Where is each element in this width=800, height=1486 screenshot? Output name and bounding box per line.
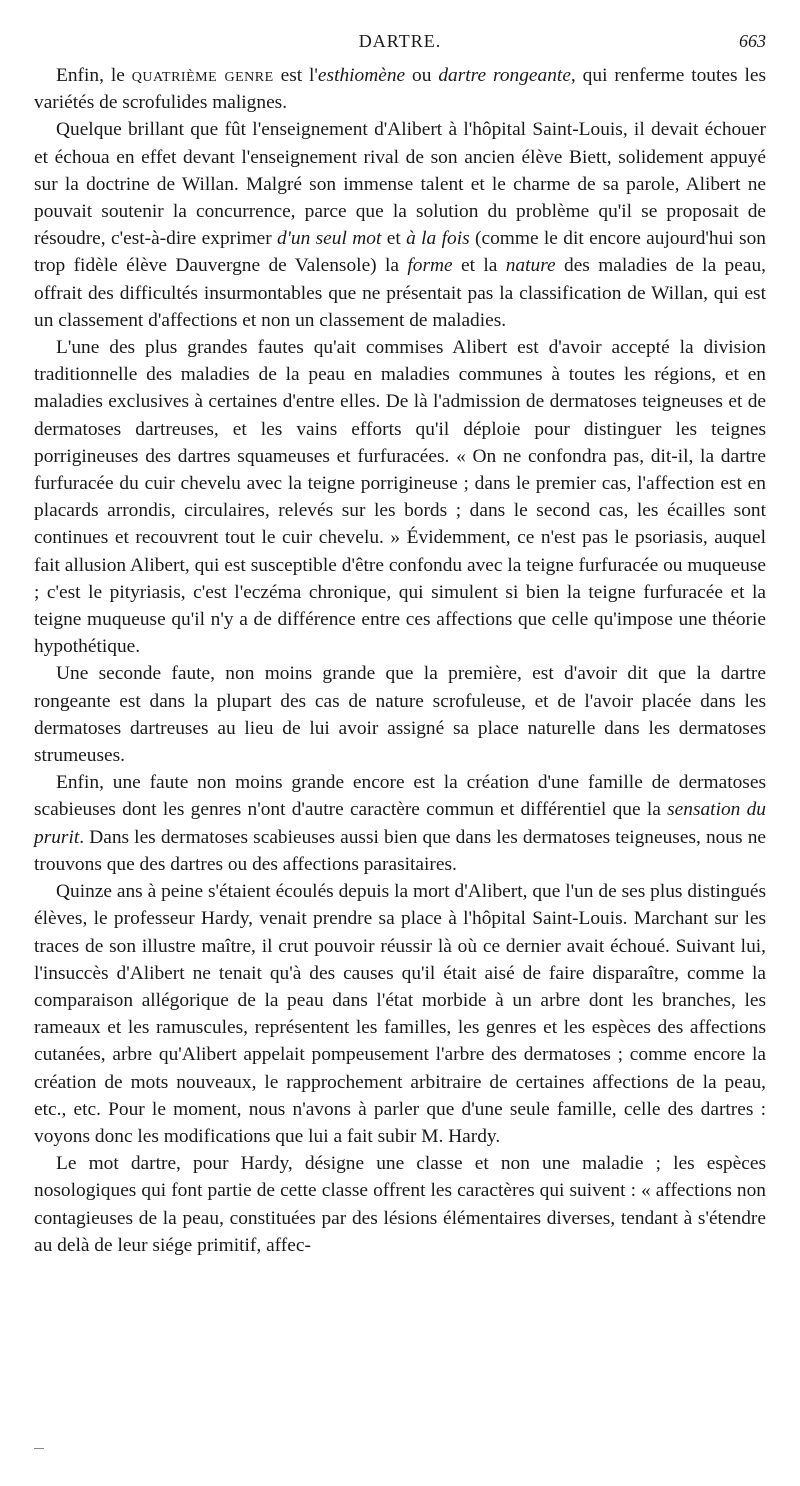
italic-term: nature (505, 255, 556, 277)
text-span: Enfin, une faute non moins grande encore est la création d'une famille de dermatoses scabieuses dont les genres n'ont d'autre caractère commun et différentiel que la (34, 772, 766, 821)
text-span: est l' (273, 65, 318, 86)
italic-term: sensation du prurit (34, 799, 767, 848)
page-header (34, 31, 766, 57)
paragraph-2 (34, 116, 766, 334)
text-span: et la (452, 255, 506, 277)
paragraph-4: Une seconde faute, non moins grande que la première, est d'avoir dit que la dartre rongeante est dans la plupart des cas de nature scrofuleuse, et de l'avoir placée dans les dermatoses dartreuses au lieu de lui avoir assigné sa place naturelle dans les dermatoses strumeuses. (34, 663, 766, 767)
footer-dash (34, 1448, 44, 1449)
text-span: ou (405, 65, 439, 86)
italic-term: d'un seul mot (277, 228, 382, 250)
paragraph-6: Quinze ans à peine s'étaient écoulés depuis la mort d'Alibert, que l'un de ses plus distingués élèves, le professeur Hardy, venait prendre sa place à l'hôpital Saint-Louis. Marchant sur les traces de son illustre maître, il crut pouvoir réussir là où ce dernier avait échoué. Suivant lui, l'insuccès d'Alibert ne tenait qu'à des causes qu'il était aisé de faire disparaître, comme la comparaison allégorique de la peau dans l'état morbide à un arbre dont les branches, les rameaux et les ramuscules, représentent les familles, les genres et les espèces des affections cutanées, arbre qu'Alibert appelait pompeusement l'arbre des dermatoses ; comme encore la création de mots nouveaux, le rapprochement arbitraire de certaines affections de la peau, etc., etc. Pour le moment, nous n'avons à parler que d'une seule famille, celle des dartres : voyons donc les modifications que lui a fait subir M. Hardy. (34, 881, 766, 1147)
italic-term: dartre rongeante (438, 65, 571, 86)
text-span: , qui renferme toutes les variétés de scrofulides malignes. (34, 65, 766, 114)
text-span: Quelque brillant que fût l'enseignement d'Alibert à l'hôpital Saint-Louis, il devait échouer et échoua en effet devant l'enseignement rival de son ancien élève Biett, solidement appuyé sur la doctrine de Willan. Malgré son immense talent et le charme de sa parole, Alibert ne pouvait soutenir la concurrence, parce que la solution du problème qu'il se proposait de résoudre, c'est-à-dire exprimer (34, 119, 766, 250)
page-number: 663 (739, 31, 766, 51)
italic-term: forme (407, 255, 453, 277)
text-span: Enfin, le (56, 65, 132, 86)
running-title: DARTRE. (358, 31, 442, 51)
paragraph-1 (34, 62, 766, 116)
paragraph-7: Le mot dartre, pour Hardy, désigne une classe et non une maladie ; les espèces nosologiques qui font partie de cette classe offrent les caractères qui suivent : « affections non contagieuses de la peau, constituées par des lésions élémentaires diverses, tendant à s'étendre au delà de leur siége primitif, affec- (34, 1153, 766, 1256)
paragraph-5 (34, 769, 766, 878)
small-caps-term: quatrième genre (131, 65, 274, 86)
paragraph-3: L'une des plus grandes fautes qu'ait commises Alibert est d'avoir accepté la division traditionnelle des maladies de la peau en maladies communes à toutes les régions, et en maladies exclusives à certaines d'entre elles. De là l'admission de dermatoses teigneuses et de dermatoses dartreuses, et les vains efforts qu'il déploie pour distinguer les teignes porrigineuses des dartres squameuses et furfuracées. « On ne confondra pas, dit-il, la dartre furfuracée du cuir chevelu avec la teigne porrigineuse ; dans le premier cas, l'affection est en placards arrondis, circulaires, relevés sur les bords ; dans le second cas, les écailles sont continues et recouvrent tout le cuir chevelu. » Évidemment, ce n'est pas le psoriasis, auquel fait allusion Alibert, qui est susceptible d'être confondu avec la teigne furfuracée ou muqueuse ; c'est le pityriasis, c'est l'eczéma chronique, qui simulent si bien la teigne furfuracée et la teigne muqueuse qu'il n'y a de différence entre ces affections que celle qu'impose une théorie hypothétique. (34, 337, 766, 658)
italic-term: à la fois (406, 228, 470, 250)
text-span: (comme le dit encore aujourd'hui son trop fidèle élève Dauvergne de Valensole) la (34, 228, 766, 277)
italic-term: esthiomène (317, 65, 406, 86)
text-span: . Dans les dermatoses scabieuses aussi bien que dans les dermatoses teigneuses, nous ne trouvons que des dartres ou des affections parasitaires. (34, 826, 766, 875)
text-span: des maladies de la peau, offrait des difficultés insurmontables que ne présentait pas la classification de Willan, qui est un classement d'affections et non un classement de maladies. (34, 255, 767, 331)
text-span: et (381, 228, 407, 250)
body-text (34, 62, 766, 1259)
